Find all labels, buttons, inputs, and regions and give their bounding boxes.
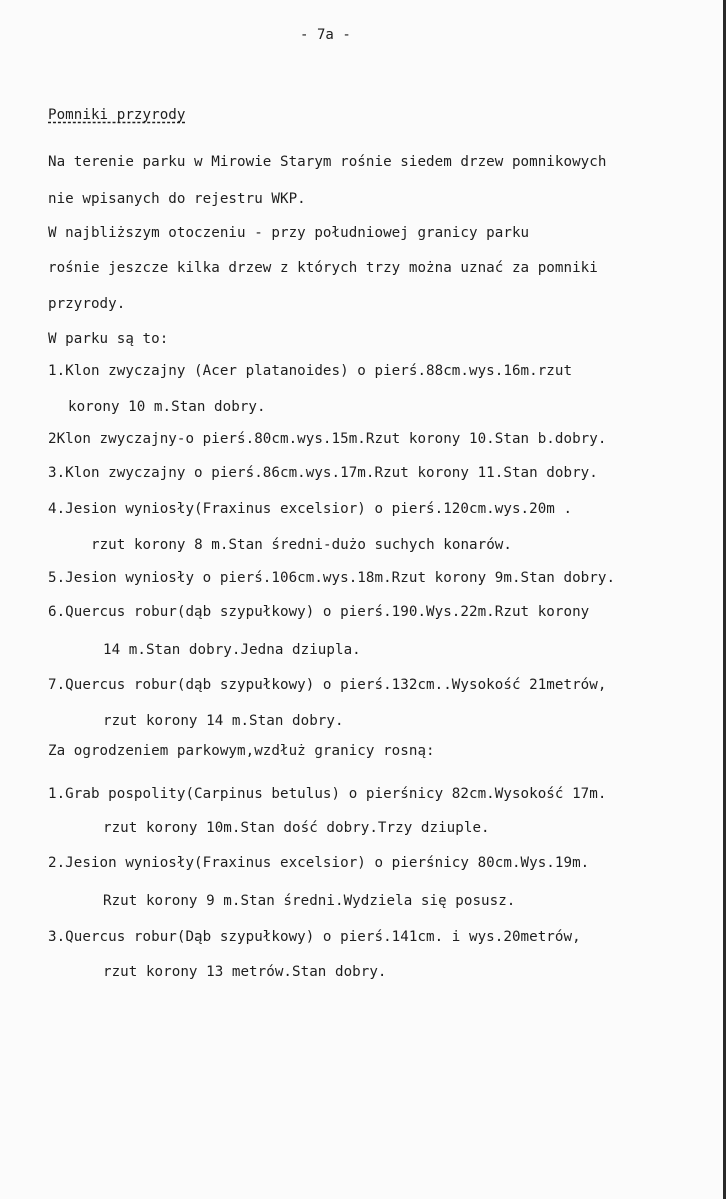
list-item-line: rzut korony 14 m.Stan dobry. — [103, 713, 344, 729]
list-item-line: korony 10 m.Stan dobry. — [68, 399, 266, 415]
text-line: W parku są to: — [48, 331, 169, 347]
list-item-line: rzut korony 8 m.Stan średni-dużo suchych konarów. — [91, 537, 512, 553]
text-line: rośnie jeszcze kilka drzew z których trzy można uznać za pomniki — [48, 260, 598, 276]
list-item-line: rzut korony 13 metrów.Stan dobry. — [103, 964, 387, 980]
list-item-line: 2.Jesion wyniosły(Fraxinus excelsior) o pierśnicy 80cm.Wys.19m. — [48, 855, 590, 871]
section-heading: Pomniki przyrody — [48, 107, 186, 123]
text-line: przyrody. — [48, 296, 126, 312]
list-item-line: 6.Quercus robur(dąb szypułkowy) o pierś.190.Wys.22m.Rzut korony — [48, 604, 590, 620]
text-line: W najbliższym otoczeniu - przy południowej granicy parku — [48, 225, 530, 241]
list-item-line: 14 m.Stan dobry.Jedna dziupla. — [103, 642, 361, 658]
list-item-line: rzut korony 10m.Stan dość dobry.Trzy dziuple. — [103, 820, 490, 836]
list-item-line: 1.Grab pospolity(Carpinus betulus) o pierśnicy 82cm.Wysokość 17m. — [48, 786, 607, 802]
list-item-line: 3.Klon zwyczajny o pierś.86cm.wys.17m.Rzut korony 11.Stan dobry. — [48, 465, 598, 481]
list-item-line: 7.Quercus robur(dąb szypułkowy) o pierś.132cm..Wysokość 21metrów, — [48, 677, 607, 693]
list-item-line: 3.Quercus robur(Dąb szypułkowy) o pierś.141cm. i wys.20metrów, — [48, 929, 581, 945]
text-line: Na terenie parku w Mirowie Starym rośnie siedem drzew pomnikowych — [48, 154, 607, 170]
list-item-line: 5.Jesion wyniosły o pierś.106cm.wys.18m.Rzut korony 9m.Stan dobry. — [48, 570, 616, 586]
text-line: nie wpisanych do rejestru WKP. — [48, 191, 306, 207]
list-item-line: 2Klon zwyczajny-o pierś.80cm.wys.15m.Rzut korony 10.Stan b.dobry. — [48, 431, 607, 447]
page-number: - 7a - — [300, 27, 351, 43]
list-item-line: 1.Klon zwyczajny (Acer platanoides) o pierś.88cm.wys.16m.rzut — [48, 363, 573, 379]
text-line: Za ogrodzeniem parkowym,wzdłuż granicy rosną: — [48, 743, 435, 759]
list-item-line: 4.Jesion wyniosły(Fraxinus excelsior) o pierś.120cm.wys.20m . — [48, 501, 573, 517]
list-item-line: Rzut korony 9 m.Stan średni.Wydziela się posusz. — [103, 893, 516, 909]
